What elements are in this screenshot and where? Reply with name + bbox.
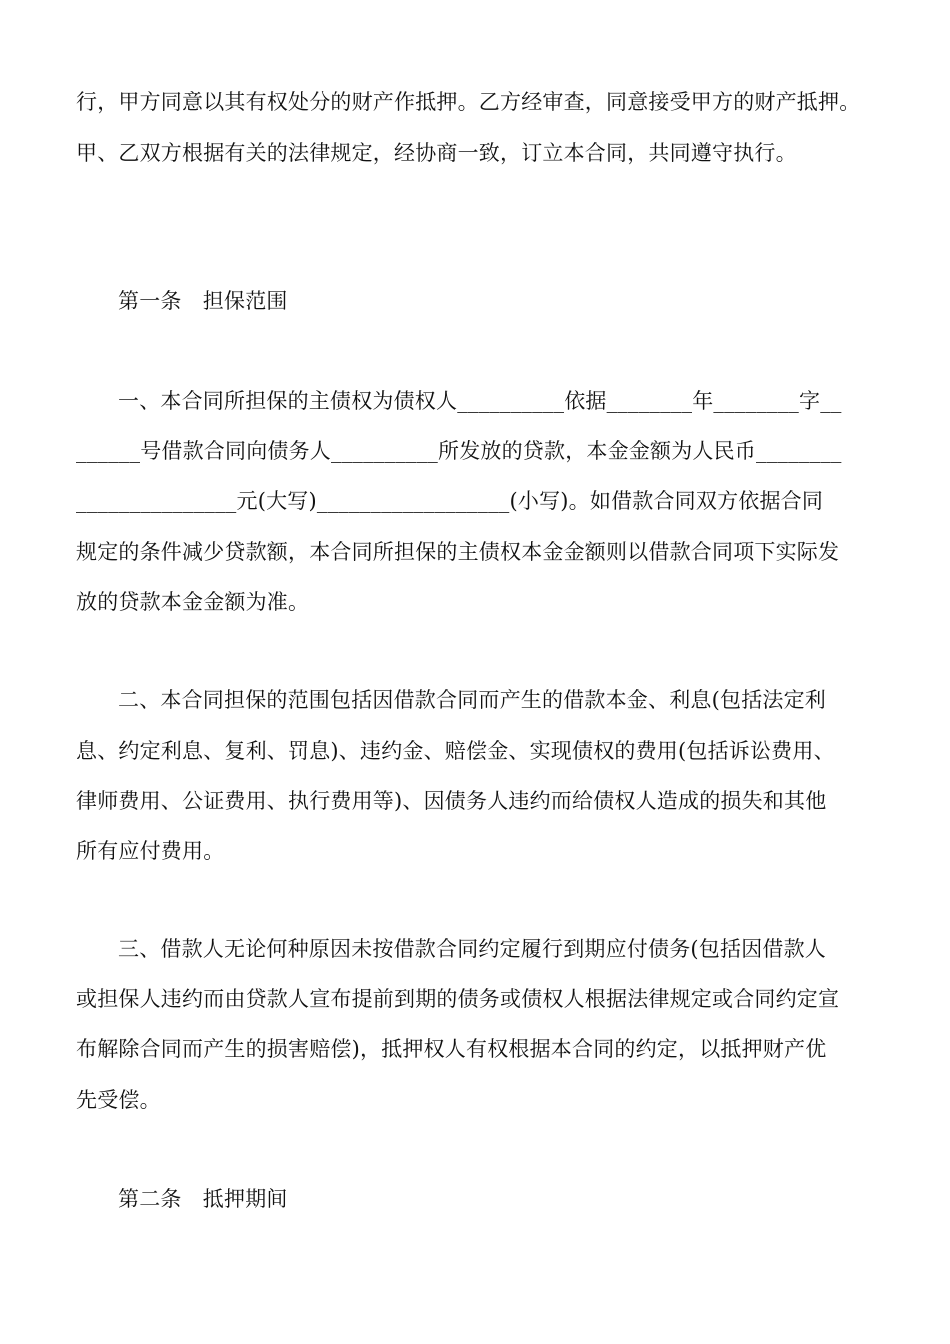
clause-line: 一、本合同所担保的主债权为债权人__________依据________年________字__: [118, 389, 842, 413]
clause-line: 所有应付费用。: [76, 839, 225, 863]
clause-line: ______号借款合同向债务人__________所发放的贷款，本金金额为人民币________: [76, 439, 842, 463]
article-heading: 第一条 担保范围: [118, 289, 288, 313]
clause-line: 或担保人违约而由贷款人宣布提前到期的债务或债权人根据法律规定或合同约定宣: [76, 987, 840, 1011]
intro-line: 甲、乙双方根据有关的法律规定，经协商一致，订立本合同，共同遵守执行。: [76, 141, 797, 165]
clause-line: 先受偿。: [76, 1088, 161, 1112]
clause-line: 律师费用、公证费用、执行费用等)、因债务人违约而给债权人造成的损失和其他: [76, 789, 827, 813]
clause-line: 二、本合同担保的范围包括因借款合同而产生的借款本金、利息(包括法定利: [118, 688, 826, 712]
clause-line: 放的贷款本金金额为准。: [76, 590, 310, 614]
clause-line: 布解除合同而产生的损害赔偿)，抵押权人有权根据本合同的约定，以抵押财产优: [76, 1037, 827, 1061]
clause-line: _______________元(大写)__________________(小写)。如借款合同双方依据合同: [76, 489, 824, 513]
intro-line: 行，甲方同意以其有权处分的财产作抵押。乙方经审查，同意接受甲方的财产抵押。: [76, 90, 861, 114]
clause-line: 息、约定利息、复利、罚息)、违约金、赔偿金、实现债权的费用(包括诉讼费用、: [76, 739, 835, 763]
clause-line: 三、借款人无论何种原因未按借款合同约定履行到期应付债务(包括因借款人: [118, 937, 826, 961]
clause-line: 规定的条件减少贷款额，本合同所担保的主债权本金金额则以借款合同项下实际发: [76, 540, 840, 564]
article-heading: 第二条 抵押期间: [118, 1187, 288, 1211]
